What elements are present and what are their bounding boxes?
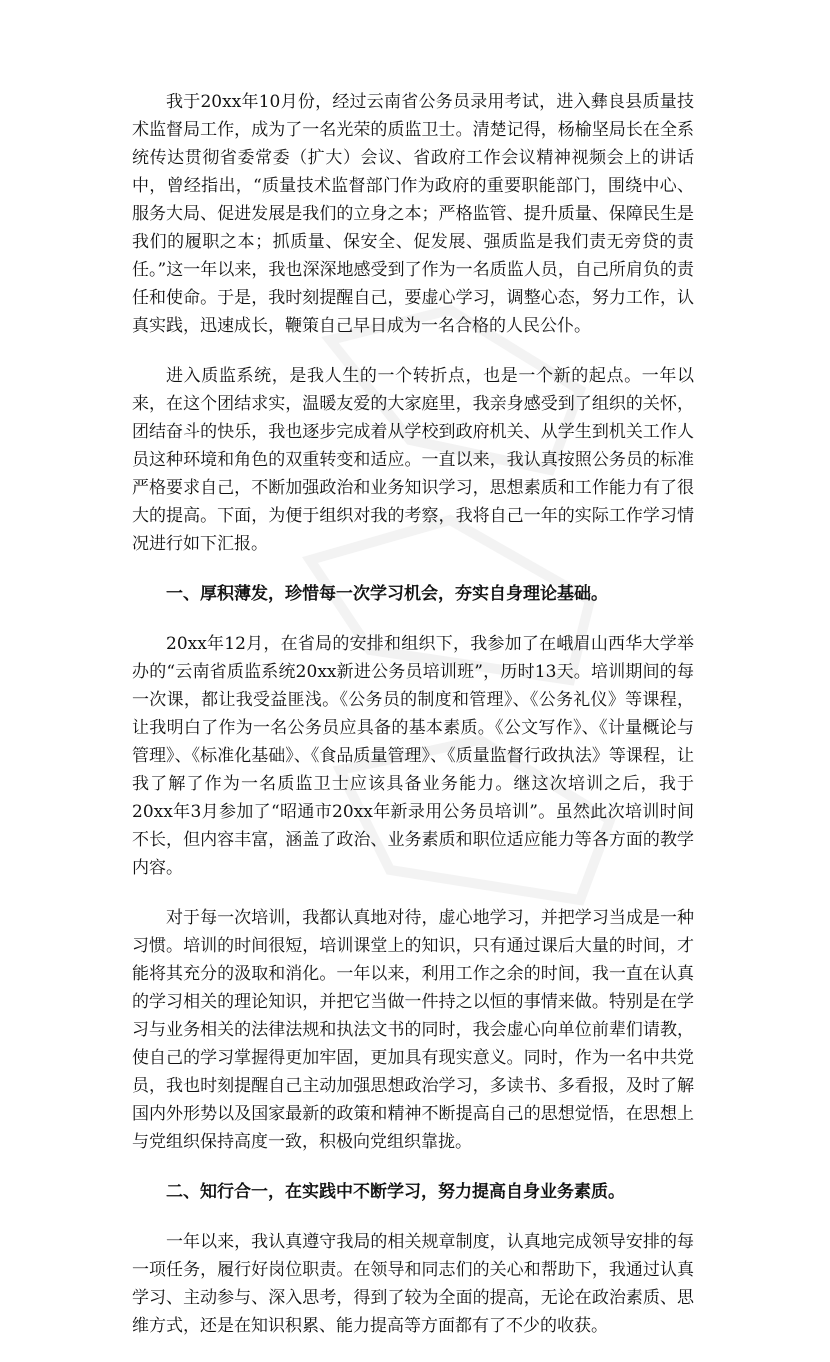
paragraph-intro: 我于20xx年10月份，经过云南省公务员录用考试，进入彝良县质量技术监督局工作，成为了一名光荣的质监卫士。清楚记得，杨榆坚局长在全系统传达贯彻省委常委（扩大）会议、省政府工作会议精神视频会上的讲话中，曾经指出，“质量技术监督部门作为政府的重要职能部门，围绕中心、服务大局、促进发展是我们的立身之本；严格监管、提升质量、保障民生是我们的履职之本；抓质量、保安全、促发展、强质监是我们责无旁贷的责任。”这一年以来，我也深深地感受到了作为一名质监人员，自己所肩负的责任和使命。于是，我时刻提醒自己，要虚心学习，调整心态，努力工作，认真实践，迅速成长，鞭策自己早日成为一名合格的人民公仆。 — [132, 92, 694, 336]
paragraph-turning-point: 进入质监系统，是我人生的一个转折点，也是一个新的起点。一年以来，在这个团结求实，温暖友爱的大家庭里，我亲身感受到了组织的关怀，团结奋斗的快乐，我也逐步完成着从学校到政府机关、从学生到机关工作人员这种环境和角色的双重转变和适应。一直以来，我认真按照公务员的标准严格要求自己，不断加强政治和业务知识学习，思想素质和工作能力有了很大的提高。下面，为便于组织对我的考察，我将自己一年的实际工作学习情况进行如下汇报。 — [132, 366, 694, 554]
paragraph-study-habit: 对于每一次培训，我都认真地对待，虚心地学习，并把学习当成是一种习惯。培训的时间很短，培训课堂上的知识，只有通过课后大量的时间，才能将其充分的汲取和消化。一年以来，利用工作之余的时间，我一直在认真的学习相关的理论知识，并把它当做一件持之以恒的事情来做。特别是在学习与业务相关的法律法规和执法文书的同时，我会虚心向单位前辈们请教，使自己的学习掌握得更加牢固，更加具有现实意义。同时，作为一名中共党员，我也时刻提醒自己主动加强思想政治学习，多读书、多看报，及时了解国内外形势以及国家最新的政策和精神不断提高自己的思想觉悟，在思想上与党组织保持高度一致，积极向党组织靠拢。 — [132, 908, 694, 1152]
paragraph-practice: 一年以来，我认真遵守我局的相关规章制度，认真地完成领导安排的每一项任务，履行好岗位职责。在领导和同志们的关心和帮助下，我通过认真学习、主动参与、深入思考，得到了较为全面的提高，无论在政治素质、思维方式，还是在知识积累、能力提高等方面都有了不少的收获。 — [132, 1232, 694, 1336]
document-body — [132, 88, 694, 1362]
section-heading-1: 一、厚积薄发，珍惜每一次学习机会，夯实自身理论基础。 — [166, 584, 608, 604]
paragraph-training: 20xx年12月，在省局的安排和组织下，我参加了在峨眉山西华大学举办的“云南省质监系统20xx新进公务员培训班”，历时13天。培训期间的每一次课，都让我受益匪浅。《公务员的制度和管理》、《公务礼仪》等课程，让我明白了作为一名公务员应具备的基本素质。《公文写作》、《计量概论与管理》、《标准化基础》、《食品质量管理》、《质量监督行政执法》等课程，让我了解了作为一名质监卫士应该具备业务能力。继这次培训之后，我于20xx年3月参加了“昭通市20xx年新录用公务员培训”。虽然此次培训时间不长，但内容丰富，涵盖了政治、业务素质和职位适应能力等各方面的教学内容。 — [132, 634, 694, 878]
section-heading-2: 二、知行合一，在实践中不断学习，努力提高自身业务素质。 — [166, 1182, 625, 1202]
